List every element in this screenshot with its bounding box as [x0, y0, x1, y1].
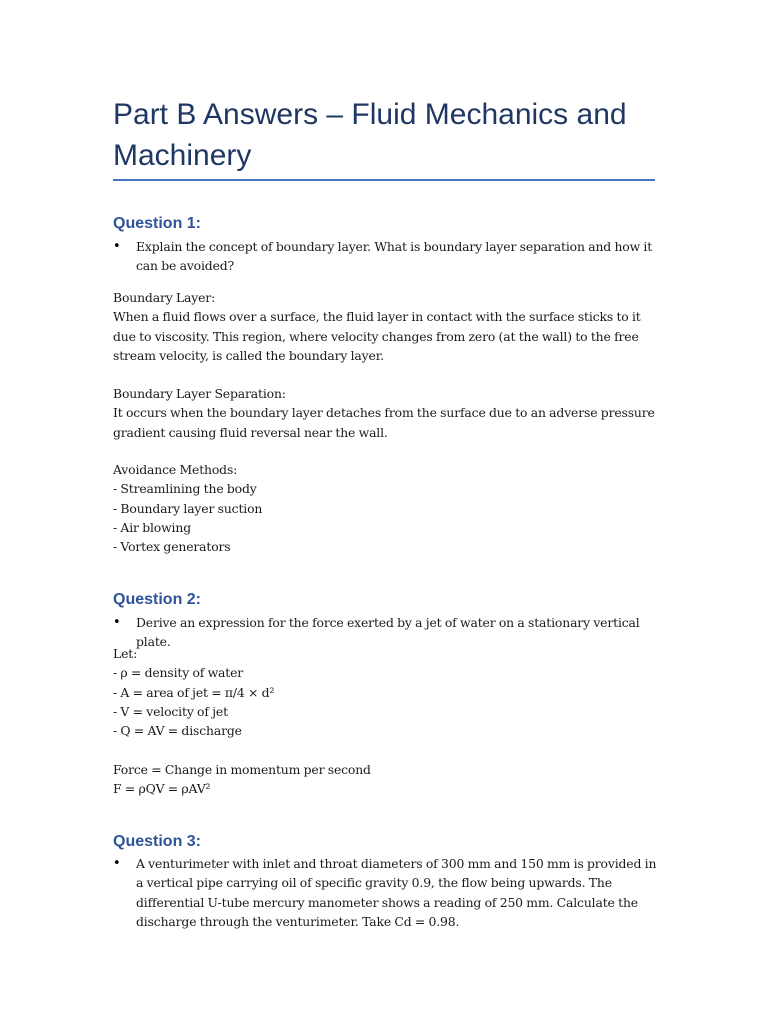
bullet-icon: • [113, 615, 121, 630]
title-divider [113, 179, 655, 181]
page-title: Part B Answers – Fluid Mechanics and Machinery [113, 98, 627, 172]
answer-1-separation: Boundary Layer Separation: It occurs when the boundary layer detaches from the surface due to an adverse pressure gradient causing fluid reversal near the wall. [113, 386, 655, 440]
question-2-heading: Question 2: [113, 591, 202, 608]
answer-1-boundary-layer: Boundary Layer: When a fluid flows over a surface, the fluid layer in contact with the surface sticks to it due to viscosity. This region, where velocity changes from zero (at the wall) to the free stream velocity, is called the boundary layer. [113, 290, 641, 363]
question-3-heading: Question 3: [113, 833, 202, 850]
bullet-icon: • [113, 856, 121, 871]
bullet-icon: • [113, 239, 121, 254]
question-1-prompt-text: Explain the concept of boundary layer. What is boundary layer separation and how it can be avoided? [136, 239, 653, 274]
answer-2-variables: Let: - ρ = density of water - A = area of jet = π/4 × d² - V = velocity of jet - Q = AV = discharge [113, 646, 275, 739]
question-1-heading: Question 1: [113, 215, 202, 232]
question-3-prompt-text: A venturimeter with inlet and throat diameters of 300 mm and 150 mm is provided in a vertical pipe carrying oil of specific gravity 0.9, the flow being upwards. The differential U-tube mercury manometer shows a reading of 250 mm. Calculate the discharge through the venturimeter. Take Cd = 0.98. [136, 856, 657, 929]
answer-1-avoidance: Avoidance Methods: - Streamlining the body - Boundary layer suction - Air blowing - Vortex generators [113, 462, 263, 555]
answer-2-force: Force = Change in momentum per second F = ρQV = ρAV² [113, 762, 371, 797]
question-2-prompt-text: Derive an expression for the force exerted by a jet of water on a stationary vertical plate. [136, 615, 640, 650]
